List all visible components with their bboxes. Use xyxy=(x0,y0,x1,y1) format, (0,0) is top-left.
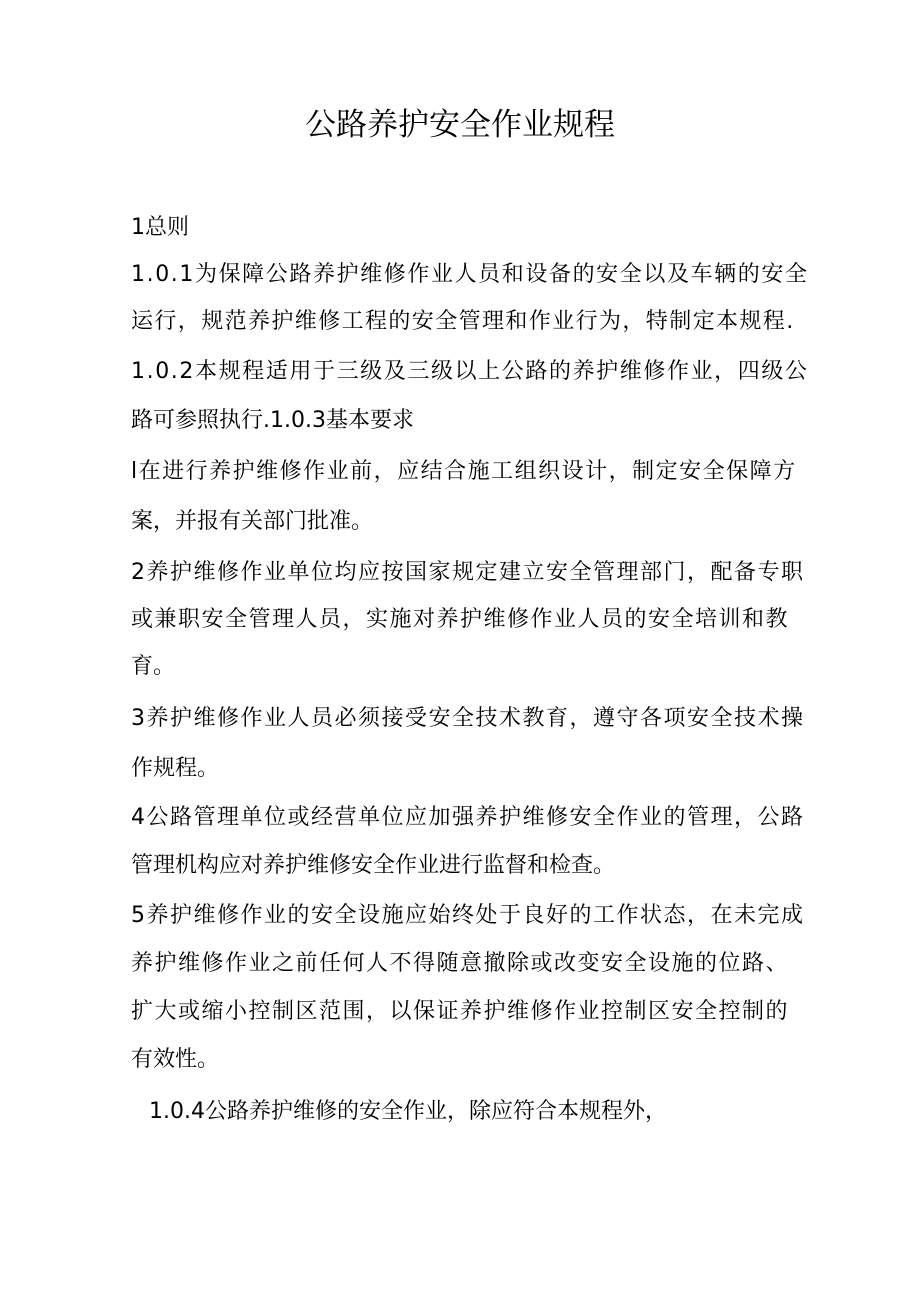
paragraph-line: 案，并报有关部门批准。 xyxy=(131,509,374,534)
section-heading: 1总则 xyxy=(131,215,189,240)
paragraph-line: 3养护维修作业人员必须接受安全技术教育，遵守各项安全技术操 xyxy=(131,706,805,731)
paragraph-line: 1.0.4公路养护维修的安全作业，除应符合本规程外， xyxy=(149,1099,667,1124)
paragraph-line: 运行，规范养护维修工程的安全管理和作业行为，特制定本规程. xyxy=(131,309,795,334)
paragraph-line: 5养护维修作业的安全设施应始终处于良好的工作状态，在未完成 xyxy=(131,903,805,928)
paragraph-line: 1.0.2本规程适用于三级及三级以上公路的养护维修作业，四级公 xyxy=(131,359,809,384)
paragraph-line: 扩大或缩小控制区范围，以保证养护维修作业控制区安全控制的 xyxy=(131,999,790,1024)
paragraph-line: 或兼职安全管理人员，实施对养护维修作业人员的安全培训和教 xyxy=(131,607,790,632)
paragraph-line: 作规程。 xyxy=(131,756,220,781)
paragraph-line: l在进行养护维修作业前，应结合施工组织设计，制定安全保障方 xyxy=(131,459,797,484)
paragraph-line: 2养护维修作业单位均应按国家规定建立安全管理部门，配备专职 xyxy=(131,560,805,585)
paragraph-line: 育。 xyxy=(131,654,176,679)
paragraph-line: 管理机构应对养护维修安全作业进行监督和检查。 xyxy=(131,853,616,878)
paragraph-line: 1.0.1为保障公路养护维修作业人员和设备的安全以及车辆的安全 xyxy=(131,262,809,287)
paragraph-line: 养护维修作业之前任何人不得随意撤除或改变安全设施的位路、 xyxy=(131,951,790,976)
document-title: 公路养护安全作业规程 xyxy=(305,107,615,143)
paragraph-line: 有效性。 xyxy=(131,1047,220,1072)
paragraph-line: 4公路管理单位或经营单位应加强养护维修安全作业的管理，公路 xyxy=(131,805,805,830)
paragraph-line: 路可参照执行.1.0.3基本要求 xyxy=(131,408,414,433)
